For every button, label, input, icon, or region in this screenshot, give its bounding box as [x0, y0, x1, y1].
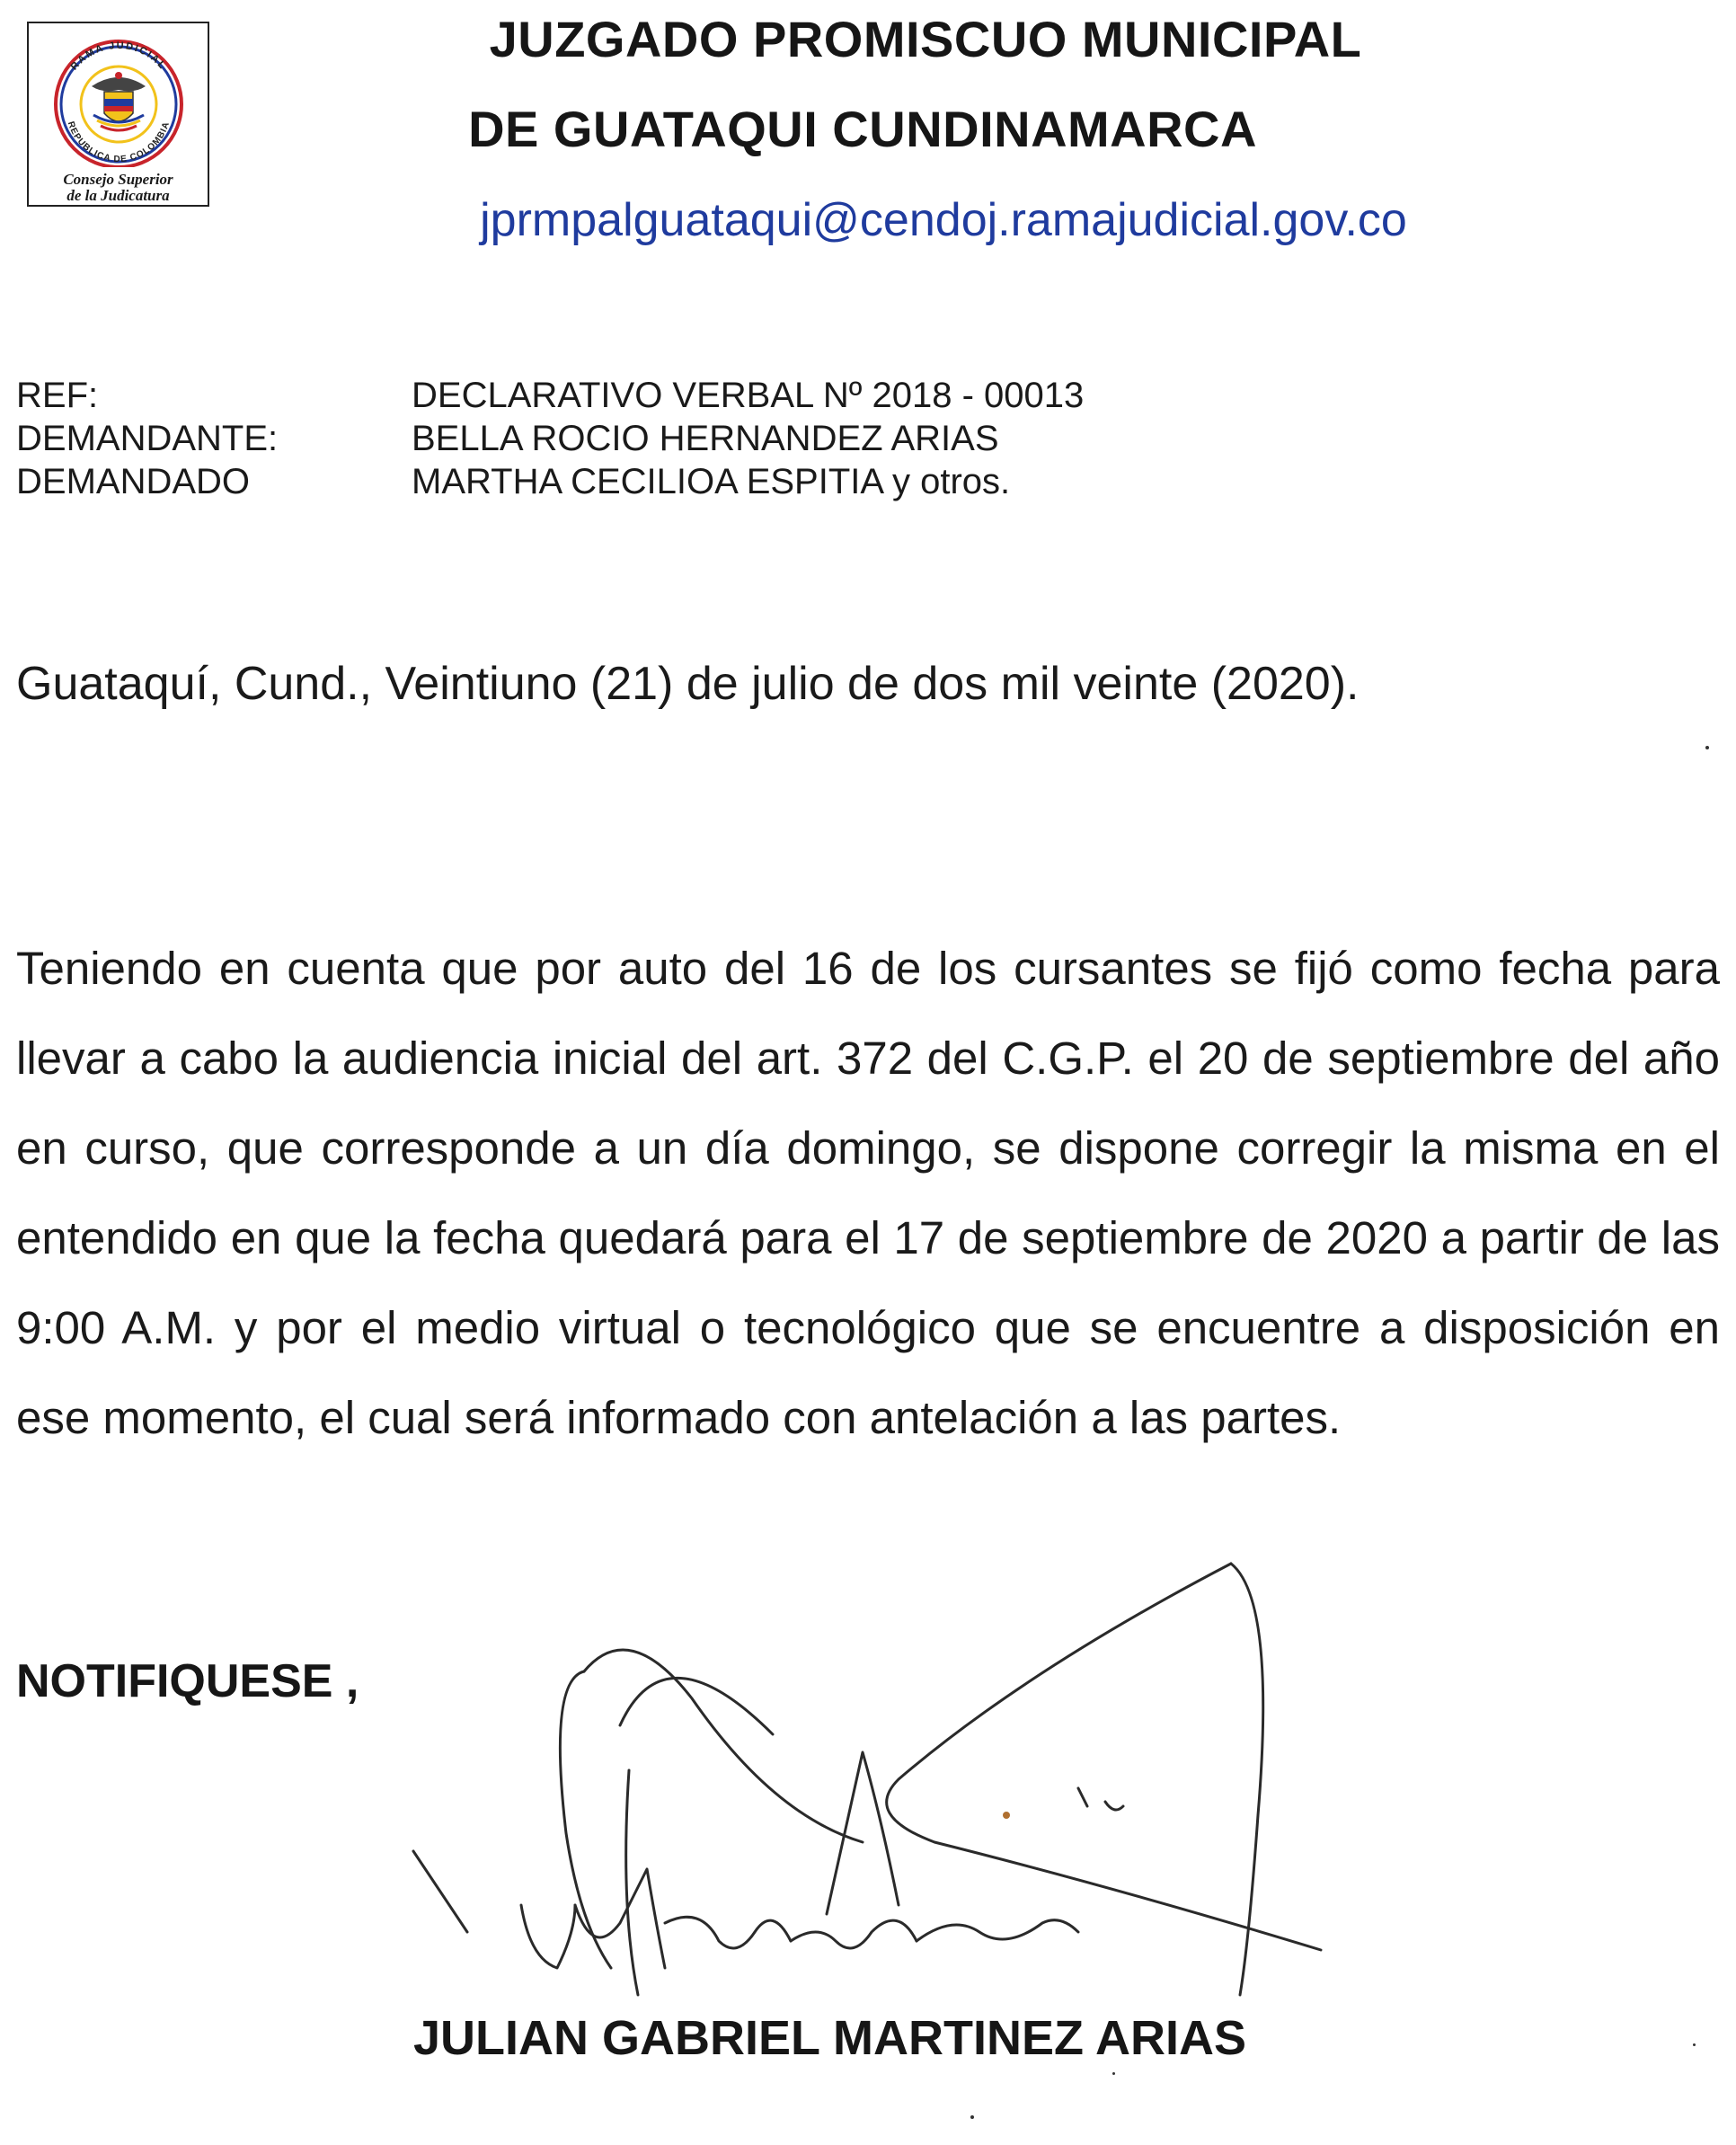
- court-email: jprmpalguataqui@cendoj.ramajudicial.gov.co: [480, 194, 1407, 246]
- logo-ring-top-text: RAMA JUDICIAL: [68, 40, 169, 73]
- reference-label: DEMANDADO: [16, 462, 251, 501]
- scan-speck: [1693, 2043, 1696, 2046]
- reference-value: DECLARATIVO VERBAL Nº 2018 - 00013: [412, 376, 1085, 415]
- notify-heading: NOTIFIQUESE ,: [16, 1655, 359, 1707]
- court-title-line2: DE GUATAQUI CUNDINAMARCA: [468, 101, 1257, 157]
- reference-value: MARTHA CECILIOA ESPITIA y otros.: [412, 462, 1011, 501]
- colombia-coat-of-arms-icon: [29, 23, 208, 167]
- scan-speck: [1705, 746, 1709, 749]
- scan-speck: [1112, 2072, 1115, 2075]
- date-line: Guataquí, Cund., Veintiuno (21) de julio de dos mil veinte (2020).: [16, 658, 1360, 710]
- signer-name: JULIAN GABRIEL MARTINEZ ARIAS: [413, 2011, 1247, 2065]
- court-title-line1: JUZGADO PROMISCUO MUNICIPAL: [489, 11, 1362, 67]
- judicial-council-logo: [27, 22, 209, 207]
- logo-caption-line1: Consejo Superior: [63, 171, 173, 188]
- scan-speck: [970, 2115, 974, 2119]
- handwritten-signature: [395, 1546, 1384, 2013]
- reference-value: BELLA ROCIO HERNANDEZ ARIAS: [412, 419, 999, 458]
- logo-caption-line2: de la Judicatura: [66, 187, 170, 204]
- body-paragraph: Teniendo en cuenta que por auto del 16 de los cursantes se fijó como fecha para llevar a cabo la audiencia inicial del art. 372 del C.G.P. el 20 de septiembre del año en curso, que corresponde a un día domingo, se dispone corregir la misma en el entendido en que la fecha quedará para el 17 de septiembre de 2020 a partir de las 9:00 A.M. y por el medio virtual o tecnológico que se encuentre a disposición en ese momento, el cual será informado con antelación a las partes.: [16, 943, 1720, 1443]
- reference-label: DEMANDANTE:: [16, 419, 279, 458]
- reference-label: REF:: [16, 376, 99, 415]
- logo-ring-bottom-text: REPUBLICA DE COLOMBIA: [65, 120, 173, 165]
